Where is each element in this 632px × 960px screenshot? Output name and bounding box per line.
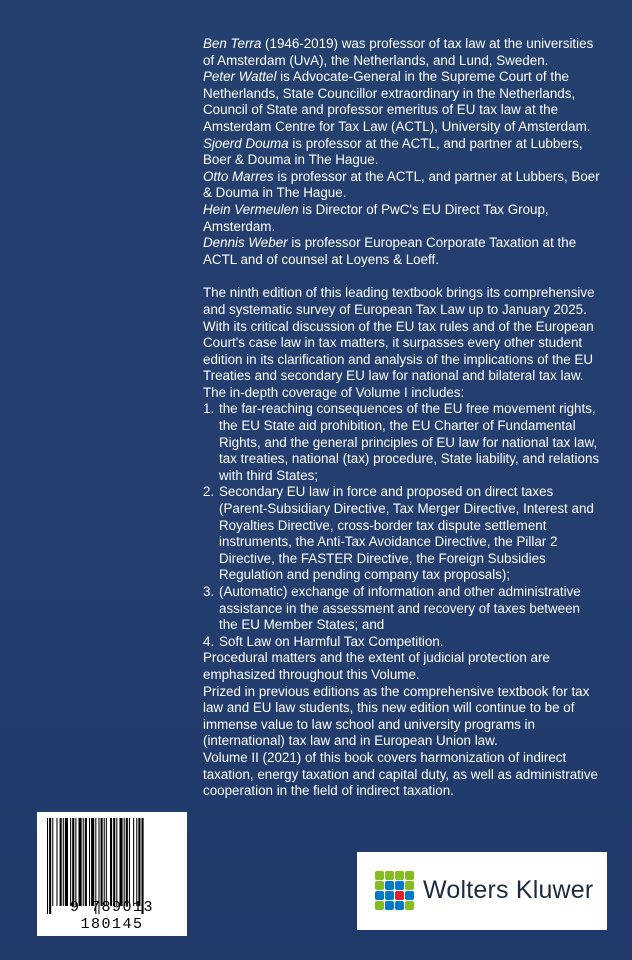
barcode-bar (56, 818, 57, 906)
coverage-item (203, 401, 601, 484)
barcode-bar (72, 818, 74, 906)
description-intro: The ninth edition of this leading textbook brings its comprehensive and systematic survey of European Tax Law up to January 2025. With its critical discussion of the EU tax rules and of the European Court's case law in tax matters, it surpasses every other student edition in its clarification and analysis of the implications of the EU Treaties and secondary EU law for national and bilateral tax law. (203, 285, 595, 384)
author-bio (203, 136, 601, 169)
barcode-bar (116, 818, 117, 906)
barcode-bar (65, 818, 68, 906)
coverage-item-number: 1. (203, 401, 215, 417)
volume-two-text: Volume II (2021) of this book covers harmonization of indirect taxation, energy taxation and capital duty, as well as administrative cooperation in the field of indirect taxation. (203, 749, 598, 799)
coverage-list (203, 401, 601, 650)
author-bio (203, 36, 601, 69)
barcode-bar (83, 818, 84, 906)
publisher-name: Wolters Kluwer (423, 876, 594, 904)
author-name: Peter Wattel (203, 69, 277, 85)
barcode-bar (119, 818, 122, 906)
author-name: Dennis Weber (203, 235, 288, 251)
author-bio (203, 169, 601, 202)
spacer (203, 268, 601, 285)
publisher-logo (357, 852, 607, 930)
barcode-bar (79, 818, 82, 906)
barcode-bar (63, 818, 64, 906)
author-bio-text: is professor at the ACTL, and partner at Lubbers, Boer & Douma in The Hague. (203, 135, 583, 168)
author-bio-text: (1946-2019) was professor of tax law at the universities of Amsterdam (UvA), the Netherlands, and Lund, Sweden. (203, 36, 594, 68)
isbn-number: 9 789013 180145 (69, 899, 154, 933)
author-bio (203, 69, 601, 135)
procedural-text: Procedural matters and the extent of judicial protection are emphasized throughout this Volume. (203, 650, 550, 682)
barcode-bar (52, 818, 53, 906)
barcode-bar (136, 818, 137, 906)
author-name: Ben Terra (203, 36, 262, 51)
barcode-bar (85, 818, 87, 906)
coverage-item (203, 634, 601, 651)
coverage-item (203, 584, 601, 634)
author-name: Hein Vermeulen (203, 201, 299, 217)
coverage-item-text: Soft Law on Harmful Tax Competition. (219, 633, 444, 649)
barcode-bar (133, 818, 134, 906)
back-cover-text (203, 36, 601, 800)
author-bio-text: is Director of PwC's EU Direct Tax Group, Amsterdam. (203, 201, 549, 234)
barcode-bar (75, 818, 76, 906)
coverage-item-text: Secondary EU law in force and proposed on direct taxes (Parent-Subsidiary Directive, Tax Merger Directive, Interest and Royalties Directive, cross-border tax dispute settlement instruments, the Anti-Tax Avoidance Directive, the Pillar 2 Directive, the FASTER Directive, the Foreign Subsidies Regulation and pending company tax proposals); (219, 484, 594, 583)
prized-text: Prized in previous editions as the comprehensive textbook for tax law and EU law students, this new edition will continue to be of immense value to law school and university programs in (international) tax law and in European Union law. (203, 683, 590, 749)
barcode-bar (138, 818, 140, 906)
barcode-bar (101, 818, 103, 906)
coverage-item-text: (Automatic) exchange of information and other administrative assistance in the assessment and recovery of taxes between the EU Member States; and (219, 584, 581, 633)
barcode-bar (70, 818, 71, 906)
barcode-bar (106, 818, 107, 906)
author-bio-text: is Advocate-General in the Supreme Court of the Netherlands, State Councillor extraordinary in the Netherlands, Council of State and professor emeritus of EU tax law at the Amsterdam Centre for Tax Law (ACTL), University of Amsterdam. (203, 69, 591, 134)
coverage-item-number: 3. (203, 584, 215, 599)
barcode-bar (110, 818, 112, 906)
coverage-item (203, 484, 601, 584)
author-name: Otto Marres (203, 168, 274, 184)
author-bio-text: is professor European Corporate Taxation at the ACTL and of counsel at Loyens & Loeff. (203, 235, 577, 267)
barcode-bar (60, 818, 62, 906)
coverage-item-text: the far-reaching consequences of the EU free movement rights, the EU State aid prohibition, the EU Charter of Fundamental Rights, and the general principles of EU law for national tax law, tax treaties, national (tax) procedure, State liability, and relations with third States; (219, 401, 600, 483)
coverage-item-number: 4. (203, 633, 215, 649)
barcode-bar (129, 818, 130, 906)
author-bio-text: is professor at the ACTL, and partner at Lubbers, Boer & Douma in The Hague. (203, 168, 600, 201)
wolters-kluwer-logo-icon (375, 871, 415, 911)
isbn-barcode (37, 812, 187, 936)
barcode-bar (113, 818, 115, 906)
author-name: Sjoerd Douma (203, 135, 289, 151)
barcode-bar (126, 818, 128, 906)
barcode-bar (124, 818, 125, 906)
author-bio (203, 235, 601, 268)
barcode-bar (104, 818, 105, 906)
author-bio (203, 202, 601, 235)
coverage-lead: The in-depth coverage of Volume I includes: (203, 384, 465, 400)
barcode-bar (89, 818, 90, 906)
barcode-bar (91, 818, 94, 906)
coverage-item-number: 2. (203, 484, 215, 500)
